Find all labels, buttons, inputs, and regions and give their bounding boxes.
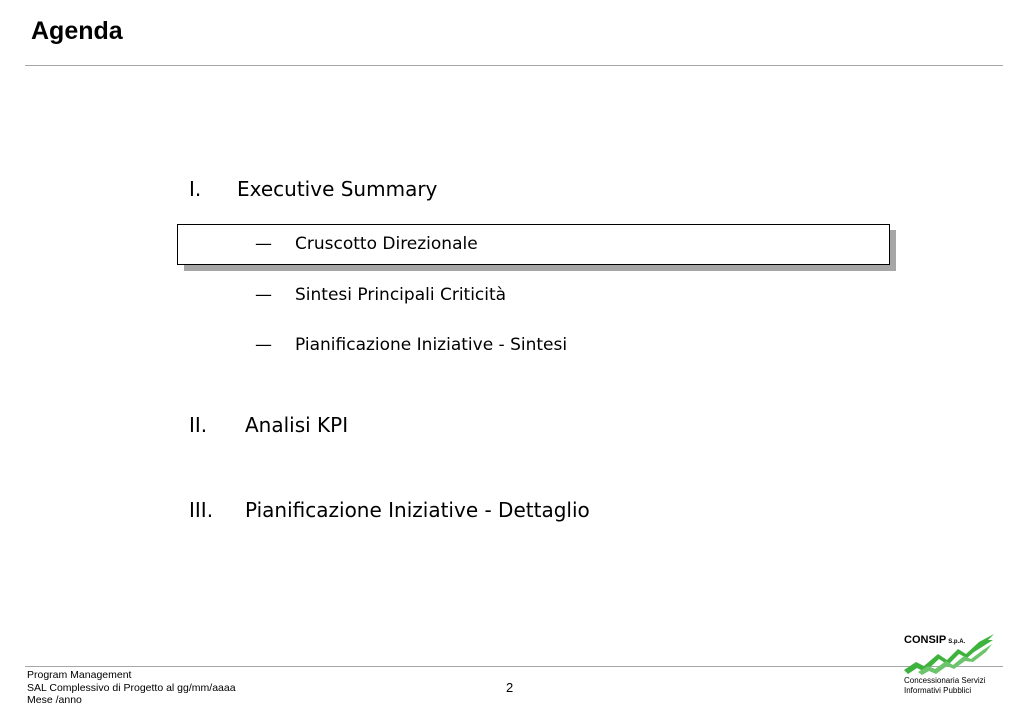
agenda-subitem-cruscotto-direzionale [255, 233, 478, 255]
footer-divider [25, 666, 1003, 667]
footer-line-date: Mese /anno [27, 694, 82, 706]
subitem-label: Sintesi Principali Criticità [295, 285, 507, 305]
agenda-item-analisi-kpi [189, 412, 348, 438]
footer-info [27, 669, 236, 707]
agenda-subitem-pianificazione-sintesi [255, 334, 567, 356]
subitem-label: Pianificazione Iniziative - Sintesi [295, 335, 568, 355]
dash-bullet: — [255, 285, 272, 305]
logo-tagline-line1: Concessionaria Servizi [904, 676, 986, 685]
subitem-label: Cruscotto Direzionale [295, 234, 478, 254]
agenda-item-pianificazione-dettaglio [189, 497, 590, 523]
agenda-item-number: III. [189, 498, 214, 522]
consip-logo [900, 632, 1000, 698]
agenda-subitem-sintesi-criticita [255, 284, 506, 306]
logo-suffix: S.p.A. [948, 639, 966, 645]
agenda-item-number: II. [189, 413, 208, 437]
logo-name: CONSIP [904, 634, 947, 646]
footer-line-sal: SAL Complessivo di Progetto al gg/mm/aaaa [27, 681, 236, 694]
page-title: Agenda [31, 17, 123, 45]
page-number: 2 [506, 680, 514, 695]
agenda-item-label: Executive Summary [237, 177, 438, 201]
title-divider [25, 65, 1003, 66]
logo-wordmark [904, 634, 965, 649]
agenda-item-number: I. [189, 177, 202, 201]
dash-bullet: — [255, 335, 272, 355]
dash-bullet: — [255, 234, 272, 254]
footer-line-program: Program Management [27, 669, 132, 681]
agenda-item-label: Pianificazione Iniziative - Dettaglio [245, 498, 590, 522]
agenda-item-executive-summary [189, 176, 437, 202]
logo-tagline [904, 676, 985, 696]
logo-tagline-line2: Informativi Pubblici [904, 686, 972, 695]
agenda-item-label: Analisi KPI [245, 413, 349, 437]
